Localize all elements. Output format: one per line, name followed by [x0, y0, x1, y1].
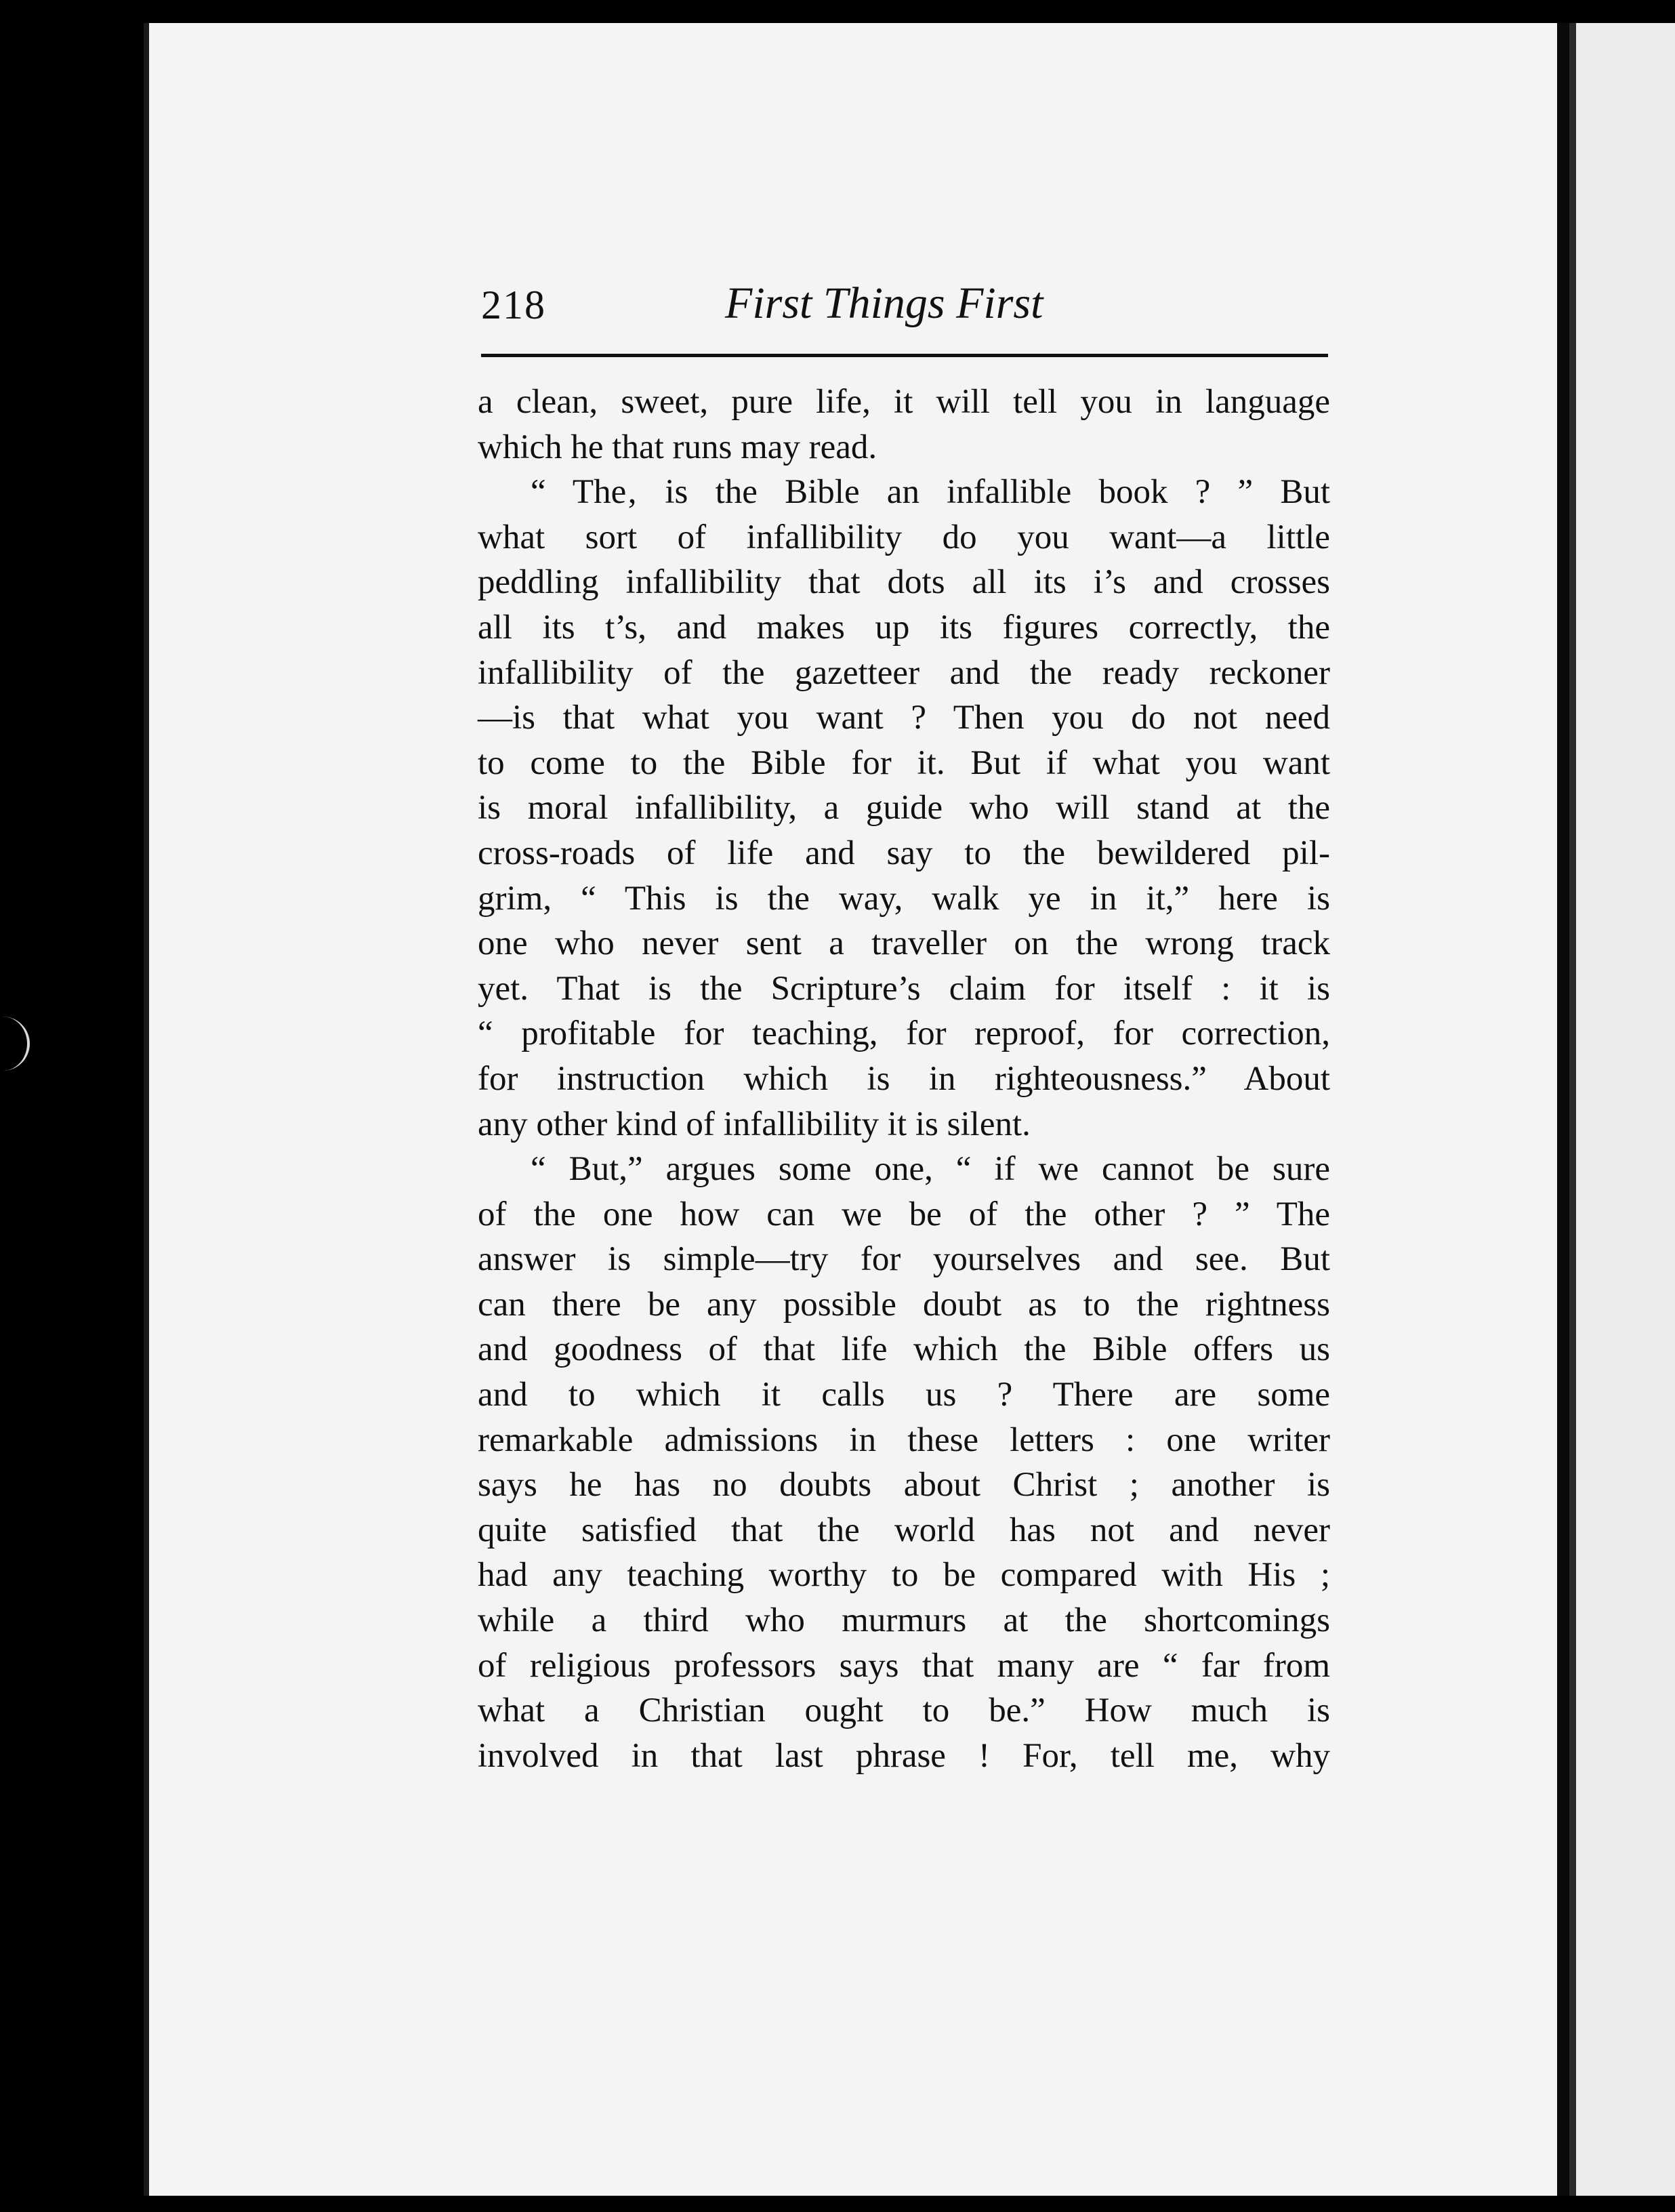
text-line: of religious professors says that many are “ far from	[478, 1646, 1330, 1685]
text-line: “ But,” argues some one, “ if we cannot be sure	[531, 1150, 1330, 1189]
text-line: —is that what you want ? Then you do not need	[478, 699, 1330, 737]
text-line: and goodness of that life which the Bible offers us	[478, 1330, 1330, 1369]
text-line: peddling infallibility that dots all its i’s and crosses	[478, 563, 1330, 602]
text-line: grim, “ This is the way, walk ye in it,” here is	[478, 879, 1330, 918]
facing-page	[1569, 23, 1675, 2196]
text-line: while a third who murmurs at the shortcomings	[478, 1601, 1330, 1640]
text-line: “ The‚ is the Bible an infallible book ? ” But	[531, 473, 1330, 512]
text-line: yet. That is the Scripture’s claim for itself : it is	[478, 969, 1330, 1008]
text-line: one who never sent a traveller on the wrong track	[478, 924, 1330, 963]
text-line: to come to the Bible for it. But if what you want	[478, 743, 1330, 782]
text-line: can there be any possible doubt as to the rightness	[478, 1285, 1330, 1324]
text-line: all its t’s, and makes up its figures correctly, the	[478, 608, 1330, 647]
binding-mark	[0, 1017, 30, 1071]
text-line: what sort of infallibility do you want—a little	[478, 518, 1330, 556]
text-line: had any teaching worthy to be compared with His ;	[478, 1556, 1330, 1595]
page-gutter	[1557, 23, 1569, 2196]
text-line: is moral infallibility, a guide who will stand at the	[478, 789, 1330, 827]
text-line: involved in that last phrase ! For, tell me, why	[478, 1736, 1330, 1775]
scan-bottom-edge	[0, 2196, 1675, 2212]
text-line: of the one how can we be of the other ? ” The	[478, 1195, 1330, 1233]
text-line: “ profitable for teaching, for reproof, for correction,	[478, 1015, 1330, 1053]
text-line: a clean, sweet, pure life, it will tell you in language	[478, 383, 1330, 421]
text-line: any other kind of infallibility it is silent.	[478, 1105, 1031, 1143]
text-line: remarkable admissions in these letters : one writer	[478, 1420, 1330, 1459]
running-title: First Things First	[725, 279, 1043, 328]
text-line: infallibility of the gazetteer and the ready reckoner	[478, 653, 1330, 692]
text-line: for instruction which is in righteousness.” About	[478, 1059, 1330, 1098]
text-line: and to which it calls us ? There are some	[478, 1376, 1330, 1414]
text-line: answer is simple—try for yourselves and see. But	[478, 1240, 1330, 1279]
text-line: cross-roads of life and say to the bewildered pil-	[478, 834, 1330, 872]
body-text	[478, 380, 1330, 1778]
text-line: which he that runs may read.	[478, 428, 877, 466]
page-number: 218	[481, 283, 546, 327]
facing-page-shadow	[1569, 23, 1576, 2196]
page-header	[481, 278, 1328, 352]
header-rule	[481, 354, 1328, 357]
text-line: quite satisfied that the world has not and never	[478, 1511, 1330, 1549]
text-line: what a Christian ought to be.” How much is	[478, 1692, 1330, 1730]
text-line: says he has no doubts about Christ ; another is	[478, 1466, 1330, 1504]
